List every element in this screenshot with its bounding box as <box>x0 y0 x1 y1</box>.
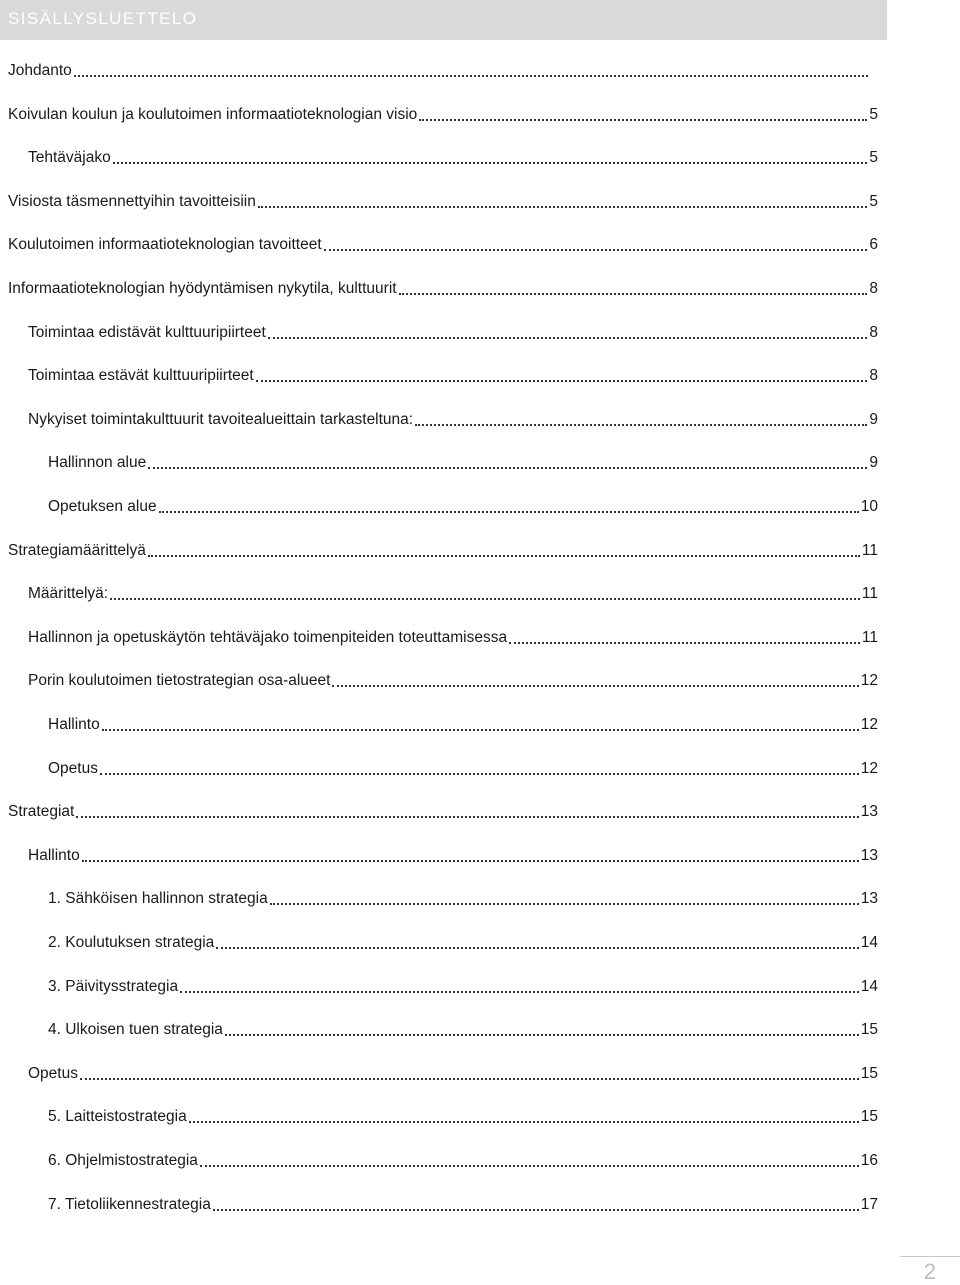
toc-dot-leader <box>509 642 860 644</box>
toc-entry-page: 14 <box>860 934 878 951</box>
toc-entry-page: 11 <box>861 541 878 559</box>
toc-dot-leader <box>180 991 859 993</box>
toc-entry-title: Hallinto <box>28 846 80 864</box>
toc-entry-page: 12 <box>860 759 878 777</box>
toc-entry-page: 13 <box>860 803 878 821</box>
toc-dot-leader <box>216 947 858 949</box>
toc-entry[interactable] <box>8 57 878 81</box>
toc-dot-leader <box>110 598 860 600</box>
toc-entry-title: Hallinnon alue <box>48 454 147 472</box>
toc-entry-title: 5. Laitteistostrategia <box>48 1108 187 1126</box>
toc-dot-leader <box>189 1121 859 1123</box>
toc-entry-title: Toimintaa edistävät kulttuuripiirteet <box>28 323 266 341</box>
toc-entry[interactable] <box>28 406 878 430</box>
toc-dot-leader <box>258 206 868 208</box>
toc-entry[interactable] <box>48 973 878 997</box>
toc-dot-leader <box>148 555 860 557</box>
toc-entry-title: 6. Ohjelmistostrategia <box>48 1152 198 1169</box>
toc-entry[interactable] <box>48 711 878 735</box>
toc-entry-page: 8 <box>869 323 878 341</box>
toc-dot-leader <box>268 337 868 339</box>
toc-dot-leader <box>332 685 858 687</box>
toc-entry-title: Opetuksen alue <box>48 498 157 515</box>
toc-entry-page: 15 <box>860 1064 878 1082</box>
toc-dot-leader <box>200 1165 859 1167</box>
toc-entry[interactable] <box>28 667 878 691</box>
toc-entry-title: 1. Sähköisen hallinnon strategia <box>48 890 268 908</box>
toc-entry-title: Hallinto <box>48 716 100 733</box>
toc-entry[interactable] <box>48 1147 878 1171</box>
toc-entry-page: 5 <box>869 105 878 123</box>
toc-entry[interactable] <box>28 1060 878 1084</box>
toc-entry[interactable] <box>28 319 878 343</box>
toc-entry-title: 3. Päivitysstrategia <box>48 977 179 995</box>
toc-entry-title: Visiosta täsmennettyihin tavoitteisiin <box>8 192 256 210</box>
toc-heading: SISÄLLYSLUETTELO <box>8 9 198 28</box>
toc-entry-page: 13 <box>860 846 878 864</box>
toc-entry-title: 7. Tietoliikennestrategia <box>48 1195 211 1213</box>
toc-entry-title: 2. Koulutuksen strategia <box>48 934 215 951</box>
toc-dot-leader <box>102 729 859 731</box>
toc-entry-page: 12 <box>860 672 878 690</box>
toc-entry[interactable] <box>8 101 878 125</box>
toc-entry[interactable] <box>48 929 878 953</box>
toc-entry[interactable] <box>8 275 878 299</box>
toc-entry-page: 14 <box>860 977 878 995</box>
toc-entry[interactable] <box>8 798 878 822</box>
toc-entry[interactable] <box>28 624 878 648</box>
toc-entry-title: Informaatioteknologian hyödyntämisen nykytila, kulttuurit <box>8 280 397 297</box>
toc-entry-title: Nykyiset toimintakulttuurit tavoitealueittain tarkasteltuna: <box>28 410 414 428</box>
toc-entry[interactable] <box>48 1103 878 1127</box>
toc-entry-title: Strategiat <box>8 803 75 821</box>
toc-entry-page: 8 <box>869 367 878 385</box>
toc-entry-page: 9 <box>869 454 878 472</box>
toc-dot-leader <box>399 293 868 295</box>
toc-entry[interactable] <box>48 885 878 909</box>
toc-dot-leader <box>113 162 868 164</box>
toc-entry-title: Koivulan koulun ja koulutoimen informaatioteknologian visio <box>8 105 418 123</box>
toc-dot-leader <box>419 119 867 121</box>
toc-entry[interactable] <box>28 144 878 168</box>
toc-entry-title: 4. Ulkoisen tuen strategia <box>48 1021 223 1039</box>
page-number: 2 <box>923 1259 936 1284</box>
toc-entry-title: Strategiamäärittelyä <box>8 541 146 559</box>
toc-dot-leader <box>100 773 859 775</box>
toc-entry[interactable] <box>8 188 878 212</box>
toc-entry-page: 9 <box>869 410 878 428</box>
toc-entry[interactable] <box>28 362 878 386</box>
toc-entry-page: 12 <box>860 716 878 733</box>
toc-entry[interactable] <box>28 842 878 866</box>
toc-dot-leader <box>82 860 859 862</box>
toc-dot-leader <box>148 467 867 469</box>
toc-entry-page: 11 <box>861 585 878 603</box>
toc-entry[interactable] <box>48 1016 878 1040</box>
toc-entry-title: Porin koulutoimen tietostrategian osa-alueet <box>28 672 331 690</box>
toc-dot-leader <box>256 380 868 382</box>
toc-dot-leader <box>270 903 859 905</box>
footer-divider <box>900 1256 960 1257</box>
toc-entry-page: 16 <box>860 1152 878 1169</box>
toc-entry-page: 15 <box>860 1021 878 1039</box>
toc-dot-leader <box>213 1209 859 1211</box>
toc-entry[interactable] <box>8 537 878 561</box>
toc-entry[interactable] <box>48 755 878 779</box>
toc-entry-title: Tehtäväjako <box>28 149 111 167</box>
toc-heading-bar <box>0 0 887 40</box>
toc-dot-leader <box>76 816 858 818</box>
toc-entry-page: 10 <box>860 498 878 515</box>
toc-entry-title: Hallinnon ja opetuskäytön tehtäväjako toimenpiteiden toteuttamisessa <box>28 628 508 646</box>
toc-entry-title: Opetus <box>48 759 98 777</box>
toc-entry-page: 6 <box>869 236 878 254</box>
toc-dot-leader <box>74 75 868 77</box>
toc-entry-page: 5 <box>869 192 878 210</box>
toc-dot-leader <box>225 1034 859 1036</box>
toc-entry[interactable] <box>48 449 878 473</box>
toc-entry-page: 17 <box>860 1195 878 1213</box>
toc-entry-page: 13 <box>860 890 878 908</box>
toc-entry-page: 15 <box>860 1108 878 1126</box>
toc-entry[interactable] <box>48 493 878 517</box>
toc-entry-title: Toimintaa estävät kulttuuripiirteet <box>28 367 254 385</box>
toc-entry-title: Johdanto <box>8 62 72 79</box>
toc-entry[interactable] <box>8 231 878 255</box>
toc-entry-title: Koulutoimen informaatioteknologian tavoitteet <box>8 236 322 254</box>
toc-dot-leader <box>415 424 867 426</box>
toc-entry[interactable] <box>48 1191 878 1215</box>
toc-entry-title: Opetus <box>28 1064 78 1082</box>
toc-entry-page: 8 <box>869 280 878 297</box>
toc-entry-title: Määrittelyä: <box>28 585 109 603</box>
toc-entry-page: 11 <box>861 628 878 646</box>
toc-dot-leader <box>159 511 859 513</box>
toc-dot-leader <box>80 1078 859 1080</box>
toc-dot-leader <box>324 249 868 251</box>
toc-entry[interactable] <box>28 580 878 604</box>
toc-entry-page: 5 <box>869 149 878 167</box>
